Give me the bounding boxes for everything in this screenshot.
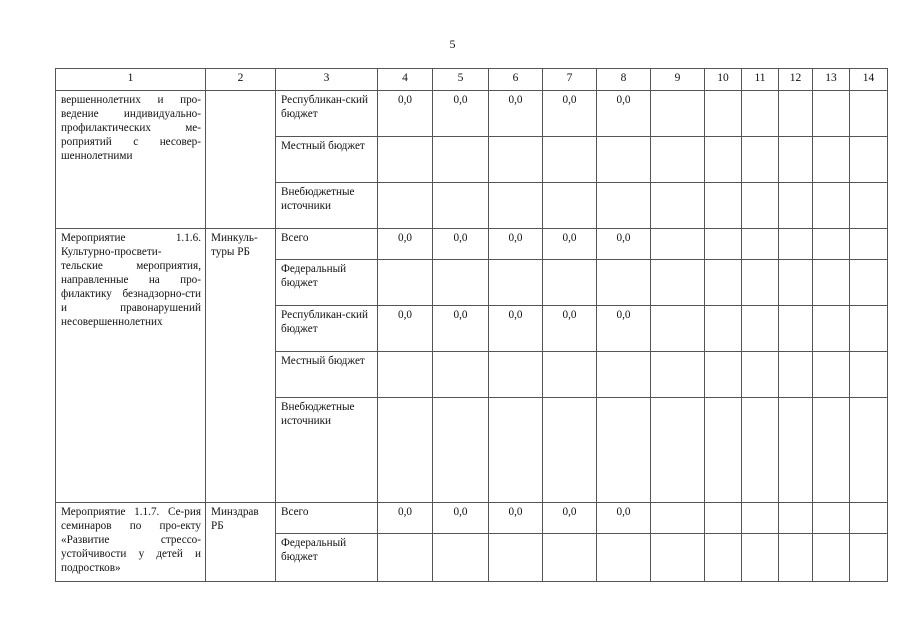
value-cell: 0,0: [489, 503, 543, 534]
executor-cell: Минкуль-туры РБ: [206, 229, 276, 503]
value-cell: [433, 260, 489, 306]
page-number: 5: [449, 37, 456, 51]
empty-cell: [651, 183, 705, 229]
empty-cell: [651, 503, 705, 534]
empty-cell: [779, 260, 813, 306]
executor-cell: [206, 91, 276, 229]
header-cell: 1: [56, 69, 206, 91]
budget-table: [55, 68, 888, 582]
empty-cell: [742, 229, 779, 260]
empty-cell: [705, 91, 742, 137]
empty-cell: [813, 229, 850, 260]
value-cell: 0,0: [543, 503, 597, 534]
value-cell: 0,0: [433, 229, 489, 260]
value-cell: [597, 137, 651, 183]
header-cell: 5: [433, 69, 489, 91]
header-cell: 11: [742, 69, 779, 91]
value-cell: [433, 183, 489, 229]
header-cell: 8: [597, 69, 651, 91]
table-row: [56, 503, 888, 534]
empty-cell: [705, 229, 742, 260]
empty-cell: [779, 398, 813, 503]
value-cell: 0,0: [543, 229, 597, 260]
empty-cell: [850, 183, 888, 229]
empty-cell: [742, 534, 779, 582]
value-cell: [597, 534, 651, 582]
empty-cell: [813, 91, 850, 137]
empty-cell: [779, 352, 813, 398]
empty-cell: [742, 183, 779, 229]
empty-cell: [779, 306, 813, 352]
empty-cell: [779, 137, 813, 183]
empty-cell: [850, 306, 888, 352]
value-cell: [378, 534, 433, 582]
empty-cell: [651, 398, 705, 503]
funding-source: Всего: [276, 503, 378, 534]
empty-cell: [779, 534, 813, 582]
empty-cell: [742, 398, 779, 503]
empty-cell: [850, 229, 888, 260]
empty-cell: [779, 229, 813, 260]
empty-cell: [813, 183, 850, 229]
value-cell: [543, 398, 597, 503]
value-cell: 0,0: [597, 306, 651, 352]
table-row: [56, 91, 888, 137]
value-cell: [433, 398, 489, 503]
empty-cell: [813, 534, 850, 582]
empty-cell: [813, 503, 850, 534]
value-cell: [597, 398, 651, 503]
funding-source: Местный бюджет: [276, 352, 378, 398]
value-cell: [597, 352, 651, 398]
empty-cell: [651, 229, 705, 260]
value-cell: 0,0: [543, 91, 597, 137]
empty-cell: [705, 306, 742, 352]
header-cell: 3: [276, 69, 378, 91]
header-cell: 12: [779, 69, 813, 91]
value-cell: [433, 534, 489, 582]
value-cell: 0,0: [489, 91, 543, 137]
empty-cell: [651, 534, 705, 582]
empty-cell: [779, 91, 813, 137]
empty-cell: [813, 137, 850, 183]
funding-source: Всего: [276, 229, 378, 260]
empty-cell: [779, 183, 813, 229]
value-cell: [489, 352, 543, 398]
value-cell: 0,0: [433, 91, 489, 137]
value-cell: [433, 137, 489, 183]
activity-description: Мероприятие 1.1.6. Культурно-просвети-тельские мероприятия, направленные на про-филактику безнадзорно-сти и правонарушений несовершеннолетних: [56, 229, 206, 503]
value-cell: [543, 352, 597, 398]
header-row: [56, 69, 888, 91]
value-cell: [489, 137, 543, 183]
empty-cell: [742, 260, 779, 306]
empty-cell: [705, 534, 742, 582]
value-cell: 0,0: [433, 503, 489, 534]
value-cell: [378, 183, 433, 229]
empty-cell: [813, 352, 850, 398]
activity-description: вершеннолетних и про-ведение индивидуально-профилактических ме-роприятий с несовер-шеннолетними: [56, 91, 206, 229]
empty-cell: [813, 260, 850, 306]
header-cell: 4: [378, 69, 433, 91]
header-cell: 2: [206, 69, 276, 91]
empty-cell: [742, 91, 779, 137]
empty-cell: [651, 260, 705, 306]
value-cell: [489, 398, 543, 503]
empty-cell: [705, 352, 742, 398]
empty-cell: [705, 137, 742, 183]
header-cell: 10: [705, 69, 742, 91]
value-cell: 0,0: [597, 91, 651, 137]
value-cell: [489, 183, 543, 229]
header-cell: 14: [850, 69, 888, 91]
value-cell: 0,0: [489, 229, 543, 260]
empty-cell: [850, 91, 888, 137]
table-row: [56, 229, 888, 260]
value-cell: [433, 352, 489, 398]
funding-source: Внебюджетные источники: [276, 398, 378, 503]
value-cell: [543, 260, 597, 306]
empty-cell: [779, 503, 813, 534]
empty-cell: [742, 503, 779, 534]
header-cell: 13: [813, 69, 850, 91]
value-cell: 0,0: [543, 306, 597, 352]
value-cell: 0,0: [378, 503, 433, 534]
empty-cell: [705, 503, 742, 534]
empty-cell: [742, 352, 779, 398]
empty-cell: [850, 503, 888, 534]
value-cell: [543, 137, 597, 183]
header-cell: 7: [543, 69, 597, 91]
header-cell: 9: [651, 69, 705, 91]
empty-cell: [850, 352, 888, 398]
value-cell: 0,0: [378, 91, 433, 137]
value-cell: [543, 534, 597, 582]
value-cell: [489, 260, 543, 306]
empty-cell: [850, 137, 888, 183]
funding-source: Местный бюджет: [276, 137, 378, 183]
value-cell: [597, 260, 651, 306]
empty-cell: [850, 260, 888, 306]
value-cell: 0,0: [378, 229, 433, 260]
empty-cell: [813, 398, 850, 503]
value-cell: [378, 352, 433, 398]
value-cell: [543, 183, 597, 229]
empty-cell: [705, 183, 742, 229]
funding-source: Федеральный бюджет: [276, 260, 378, 306]
empty-cell: [651, 352, 705, 398]
empty-cell: [651, 91, 705, 137]
value-cell: 0,0: [489, 306, 543, 352]
header-cell: 6: [489, 69, 543, 91]
empty-cell: [742, 137, 779, 183]
executor-cell: Минздрав РБ: [206, 503, 276, 582]
funding-source: Республикан-ский бюджет: [276, 91, 378, 137]
value-cell: 0,0: [378, 306, 433, 352]
empty-cell: [850, 398, 888, 503]
empty-cell: [850, 534, 888, 582]
empty-cell: [742, 306, 779, 352]
funding-source: Внебюджетные источники: [276, 183, 378, 229]
value-cell: 0,0: [597, 229, 651, 260]
empty-cell: [651, 137, 705, 183]
funding-source: Федеральный бюджет: [276, 534, 378, 582]
value-cell: [378, 137, 433, 183]
empty-cell: [705, 398, 742, 503]
value-cell: [378, 260, 433, 306]
value-cell: 0,0: [597, 503, 651, 534]
value-cell: 0,0: [433, 306, 489, 352]
value-cell: [489, 534, 543, 582]
funding-source: Республикан-ский бюджет: [276, 306, 378, 352]
empty-cell: [651, 306, 705, 352]
value-cell: [597, 183, 651, 229]
empty-cell: [813, 306, 850, 352]
activity-description: Мероприятие 1.1.7. Се-рия семинаров по про-екту «Развитие стрессо-устойчивости у детей и подростков»: [56, 503, 206, 582]
value-cell: [378, 398, 433, 503]
empty-cell: [705, 260, 742, 306]
